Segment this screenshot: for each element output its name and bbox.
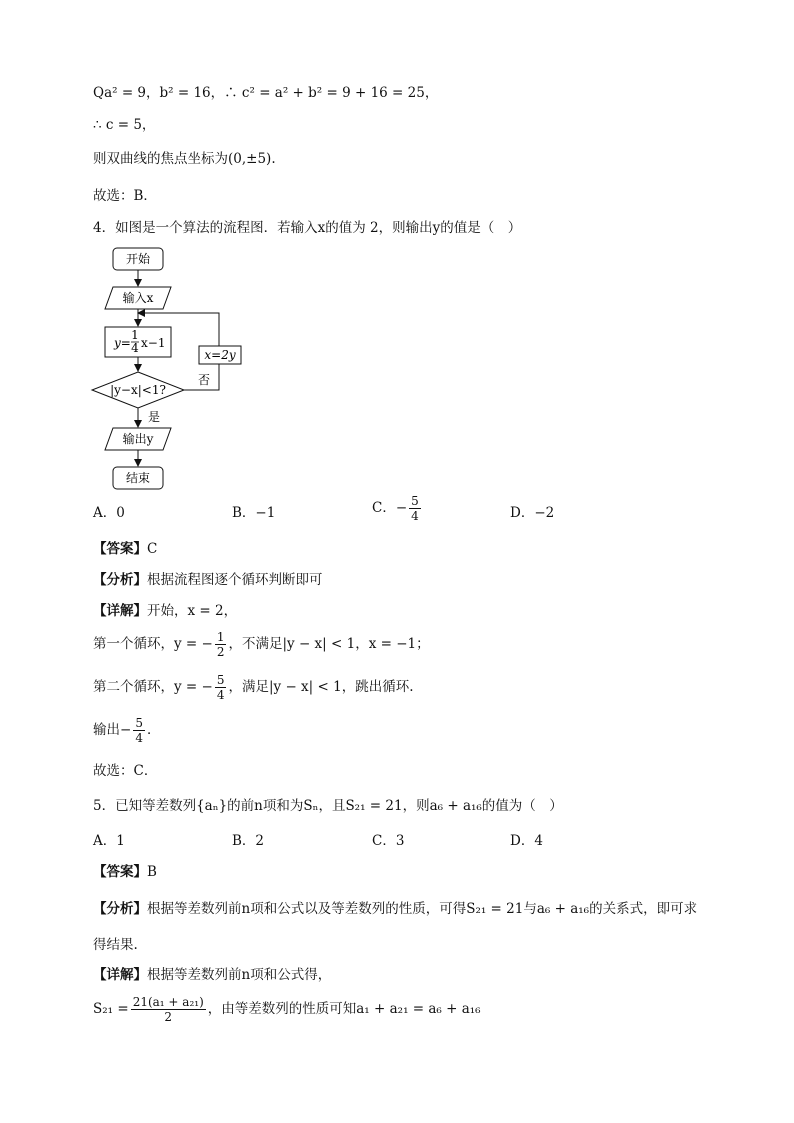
- q4-analysis-line: [93, 570, 323, 590]
- q5-formula-line: [93, 995, 481, 1024]
- q4-option-c: [372, 494, 423, 523]
- detail-text: 开始，x = 2，: [147, 603, 238, 619]
- q5-analysis-line-2: 得结果.: [93, 937, 138, 953]
- flowchart-condition-label: |y−x|<1?: [110, 383, 166, 397]
- algorithm-flowchart: [88, 244, 288, 492]
- q5-answer-value: B: [147, 864, 157, 880]
- analysis-text: 根据流程图逐个循环判断即可: [147, 572, 323, 588]
- question-5-text: 5．已知等差数列{aₙ}的前n项和为Sₙ，且S₂₁ = 21，则a₆ + a₁₆的值为（ ）: [93, 798, 563, 814]
- loop-2-fraction: [215, 673, 227, 702]
- q4-loop-2-line: [93, 673, 414, 702]
- q4-answer-line: [93, 539, 157, 559]
- loop-1-fraction: [215, 630, 227, 659]
- flowchart-start-label: 开始: [125, 252, 151, 266]
- flowchart-end-label: 结束: [125, 471, 151, 485]
- loop-1-prefix: 第一个循环，y = −: [93, 636, 213, 652]
- q4-option-c-prefix: C．−: [372, 500, 408, 516]
- q4-option-c-num: 5: [411, 494, 419, 508]
- q4-loop-1-line: [93, 630, 430, 659]
- q5-formula-lhs: S₂₁ =: [93, 1001, 129, 1017]
- output-fraction: [133, 716, 145, 745]
- q5-option-a: A．1: [93, 833, 125, 849]
- output-num: 5: [135, 716, 143, 730]
- flowchart-assign-x-label: x=2y: [204, 348, 236, 362]
- flowchart-assign-y-suffix: x−1: [141, 336, 166, 350]
- answer-value: C: [147, 541, 158, 557]
- q5-analysis-tag: 【分析】: [93, 901, 147, 917]
- q5-option-b: B．2: [232, 833, 265, 849]
- flowchart-assign-y-prefix: y=: [114, 336, 131, 350]
- loop-2-den: 4: [216, 688, 225, 702]
- analysis-tag: 【分析】: [93, 572, 147, 588]
- loop-1-den: 2: [216, 645, 225, 659]
- q4-choose-line: 故选：C．: [93, 763, 158, 779]
- flowchart-no-label: 否: [197, 373, 211, 387]
- q5-analysis-text-1: 根据等差数列前n项和公式以及等差数列的性质，可得S₂₁ = 21与a₆ + a₁₆的关系式，即可求: [147, 901, 698, 917]
- solution-choose-line: 故选：B．: [93, 188, 157, 204]
- loop-2-prefix: 第二个循环，y = −: [93, 679, 213, 695]
- q5-formula-rest: ，由等差数列的性质可知a₁ + a₂₁ = a₆ + a₁₆: [207, 1001, 481, 1017]
- output-prefix: 输出−: [93, 722, 132, 738]
- solution-line-3: 则双曲线的焦点坐标为(0,±5).: [93, 151, 276, 167]
- q4-output-line: [93, 716, 160, 745]
- question-4-text: 4．如图是一个算法的流程图．若输入x的值为 2，则输出y的值是（ ）: [93, 220, 522, 236]
- q4-option-d: D．−2: [510, 505, 555, 521]
- q4-option-b: B．−1: [232, 505, 276, 521]
- q4-option-c-den: 4: [411, 509, 419, 523]
- detail-tag: 【详解】: [93, 603, 147, 619]
- q5-formula-den: 2: [164, 1010, 173, 1024]
- solution-line-1: Qa² = 9，b² = 16，∴ c² = a² + b² = 9 + 16 = 25，: [93, 85, 439, 101]
- q5-detail-line: [93, 965, 331, 985]
- output-den: 4: [135, 731, 143, 745]
- flowchart-assign-y-num: 1: [131, 328, 139, 342]
- q4-detail-line: [93, 601, 237, 621]
- flowchart-output-label: 输出y: [122, 432, 154, 446]
- flowchart-input-label: 输入x: [122, 291, 154, 305]
- q5-option-c: C．3: [372, 833, 405, 849]
- loop-1-num: 1: [216, 630, 225, 644]
- q5-answer-line: [93, 862, 157, 882]
- solution-line-2: ∴ c = 5，: [93, 117, 156, 133]
- q4-option-a: A．0: [93, 505, 125, 521]
- q5-formula-num: 21(a₁ + a₂₁): [132, 995, 204, 1009]
- q5-analysis-line-1: [93, 899, 697, 919]
- loop-2-num: 5: [216, 673, 225, 687]
- q5-answer-tag: 【答案】: [93, 864, 147, 880]
- answer-tag: 【答案】: [93, 541, 147, 557]
- q4-option-c-fraction: [409, 494, 421, 523]
- q5-detail-text: 根据等差数列前n项和公式得，: [147, 967, 332, 983]
- flowchart-yes-label: 是: [148, 410, 161, 424]
- q5-option-d: D．4: [510, 833, 543, 849]
- q5-formula-fraction: [131, 995, 206, 1024]
- loop-2-suffix: ，满足|y − x| < 1，跳出循环.: [228, 679, 414, 695]
- flowchart-assign-y-den: 4: [131, 341, 139, 355]
- q5-detail-tag: 【详解】: [93, 967, 147, 983]
- loop-1-suffix: ，不满足|y − x| < 1，x = −1；: [228, 636, 430, 652]
- output-suffix: ．: [146, 722, 161, 738]
